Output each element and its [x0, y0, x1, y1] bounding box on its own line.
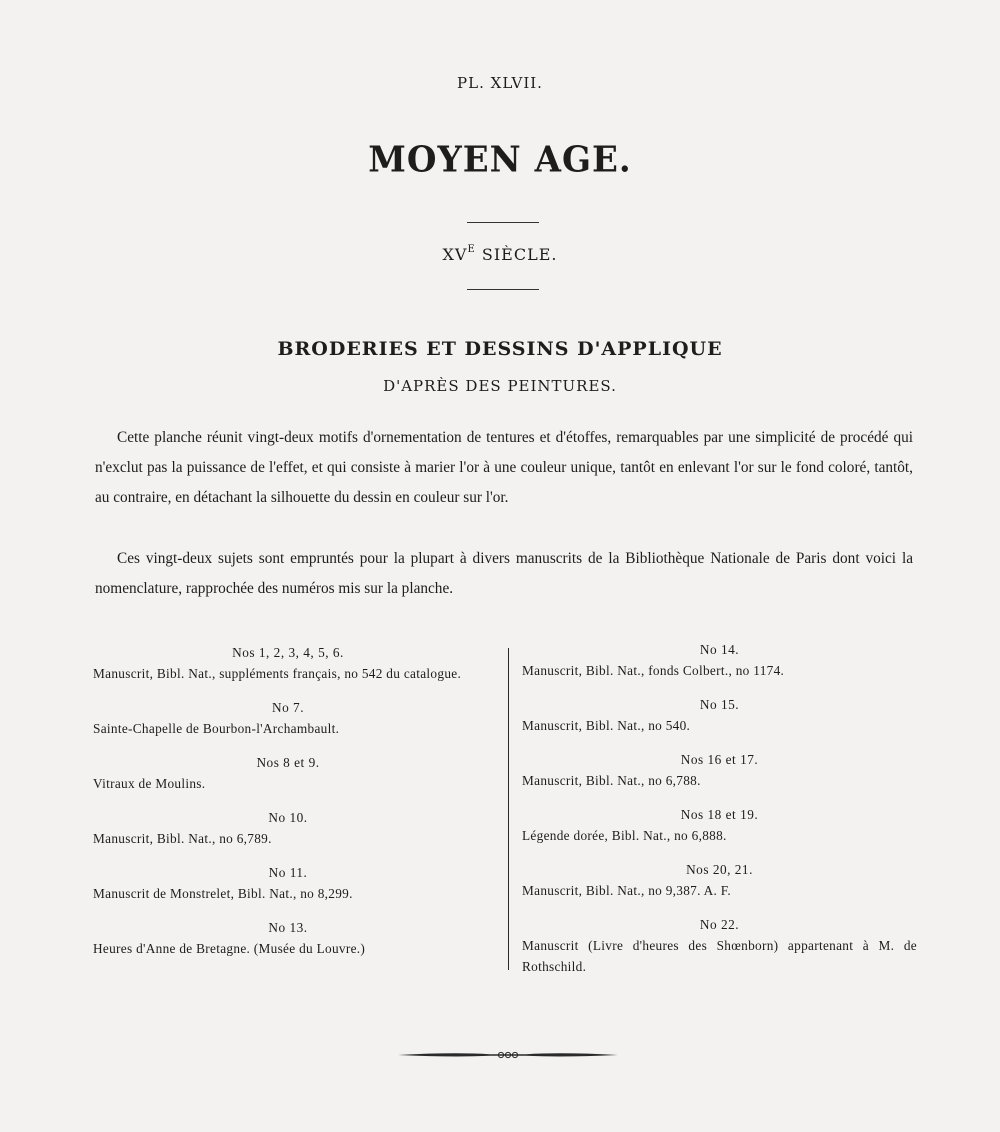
entry-number: Nos 18 et 19. — [680, 807, 759, 822]
list-item — [522, 805, 917, 847]
top-rule — [467, 222, 539, 223]
century-superscript: E — [467, 244, 476, 255]
intro-paragraph — [95, 423, 913, 513]
section-heading: BRODERIES ET DESSINS D'APPLIQUE — [277, 338, 723, 360]
entry-number: No 13. — [268, 920, 308, 935]
entry-source: Légende dorée, Bibl. Nat., no 6,888. — [522, 828, 727, 843]
page-title: MOYEN AGE. — [368, 139, 632, 181]
entry-number: Nos 8 et 9. — [256, 755, 320, 770]
list-item — [93, 918, 483, 960]
entry-number: No 15. — [699, 697, 740, 712]
list-item — [93, 753, 483, 795]
entry-number: No 10. — [268, 810, 308, 825]
sources-paragraph — [95, 544, 913, 604]
entry-source: Manuscrit, Bibl. Nat., no 540. — [522, 718, 691, 733]
entry-number: No 22. — [699, 917, 740, 932]
entry-source: Manuscrit, Bibl. Nat., suppléments français, no 542 du catalogue. — [93, 666, 462, 681]
list-item — [93, 808, 483, 850]
intro-paragraph-text: Cette planche réunit vingt-deux motifs d'ornementation de tentures et d'étoffes, remarquables par une simplicité de procédé qui n'exclut pas la puissance de l'effet, et qui consiste à marier l'or à une couleur unique, tantôt en enlevant l'or sur le fond coloré, tantôt, au contraire, en détachant la silhouette du dessin en couleur sur l'or. — [95, 429, 913, 506]
entry-number: Nos 20, 21. — [686, 862, 753, 877]
list-item — [522, 695, 917, 737]
list-item — [522, 860, 917, 902]
entry-source: Manuscrit (Livre d'heures des Shœnborn) appartenant à M. de Rothschild. — [522, 938, 917, 974]
entry-source: Sainte-Chapelle de Bourbon-l'Archambault. — [93, 721, 340, 736]
entry-source: Manuscrit, Bibl. Nat., fonds Colbert., no 1174. — [522, 663, 785, 678]
list-item — [522, 640, 917, 682]
entry-source: Manuscrit, Bibl. Nat., no 6,788. — [522, 773, 701, 788]
sources-paragraph-text: Ces vingt-deux sujets sont empruntés pour la plupart à divers manuscrits de la Bibliothèque Nationale de Paris dont voici la nomenclature, rapprochée des numéros mis sur la planche. — [95, 550, 913, 597]
entry-source: Heures d'Anne de Bretagne. (Musée du Louvre.) — [93, 941, 366, 956]
list-item — [93, 698, 483, 740]
entry-source: Manuscrit, Bibl. Nat., no 6,789. — [93, 831, 272, 846]
list-item — [522, 750, 917, 792]
list-item — [93, 643, 483, 685]
century-numeral: XV — [442, 245, 468, 264]
entry-number: No 7. — [271, 700, 305, 715]
century-label: SIÈCLE. — [475, 245, 558, 264]
entry-source: Manuscrit de Monstrelet, Bibl. Nat., no 8,299. — [93, 886, 353, 901]
bottom-rule — [467, 289, 539, 290]
entry-number: No 11. — [268, 865, 308, 880]
left-column — [93, 643, 483, 960]
right-column — [522, 640, 917, 977]
list-item — [93, 863, 483, 905]
plate-number: PL. XLVII. — [457, 74, 543, 92]
column-divider — [508, 648, 509, 970]
entry-number: Nos 1, 2, 3, 4, 5, 6. — [232, 645, 344, 660]
entry-source: Manuscrit, Bibl. Nat., no 9,387. A. F. — [522, 883, 732, 898]
century-heading — [0, 245, 1000, 264]
list-item — [522, 915, 917, 977]
entry-number: No 14. — [699, 642, 740, 657]
entry-source: Vitraux de Moulins. — [93, 776, 206, 791]
ornament-divider-icon — [398, 1048, 618, 1062]
section-subheading: D'APRÈS DES PEINTURES. — [383, 377, 617, 395]
entry-number: Nos 16 et 17. — [680, 752, 759, 767]
